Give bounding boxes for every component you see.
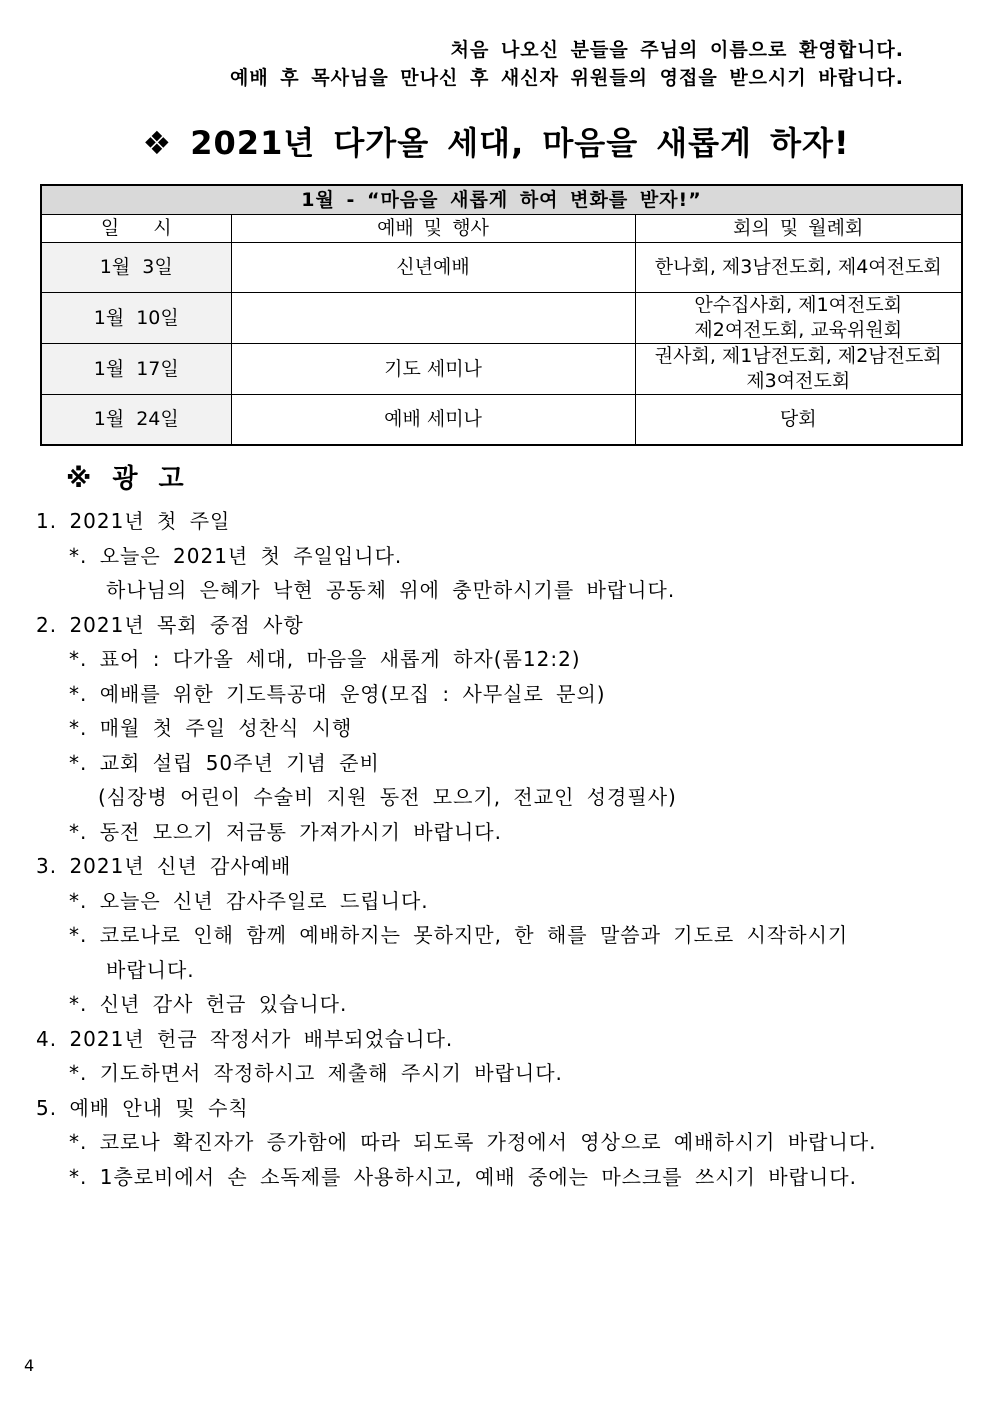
header-event: 예배 및 행사 bbox=[231, 215, 635, 243]
row-meeting-line: 제2여전도회, 교육위원회 bbox=[694, 319, 903, 341]
header-date: 일 시 bbox=[41, 215, 231, 243]
announcement-line: 하나님의 은혜가 낙현 공동체 위에 충만하시기를 바랍니다. bbox=[106, 578, 676, 602]
row-date: 1월 24일 bbox=[41, 395, 231, 446]
row-event: 기도 세미나 bbox=[231, 344, 635, 395]
schedule-row bbox=[41, 395, 962, 446]
row-meeting-line: 당회 bbox=[779, 408, 817, 430]
announcement-line: *. 교회 설립 50주년 기념 준비 bbox=[69, 750, 380, 775]
welcome-line-2: 예배 후 목사님을 만나신 후 새신자 위원들의 영접을 받으시기 바랍니다. bbox=[229, 67, 904, 89]
announcement-line: *. 코로나 확진자가 증가함에 따라 되도록 가정에서 영상으로 예배하시기 바랍니다. bbox=[69, 1130, 877, 1154]
row-event: 예배 세미나 bbox=[231, 395, 635, 446]
header-meeting: 회의 및 월례회 bbox=[635, 215, 962, 243]
announcement-line: *. 동전 모으기 저금통 가져가시기 바랍니다. bbox=[69, 819, 502, 844]
announcement-line: 바랍니다. bbox=[106, 957, 195, 982]
announcement-item bbox=[36, 1022, 956, 1091]
row-meeting-line: 제3여전도회 bbox=[746, 370, 851, 392]
announcement-line: (심장병 어린이 수술비 지원 동전 모으기, 전교인 성경필사) bbox=[98, 785, 677, 809]
announcement-line: *. 표어 : 다가올 세대, 마음을 새롭게 하자(롬12:2) bbox=[69, 647, 581, 671]
schedule-header-row bbox=[41, 215, 962, 243]
row-date: 1월 3일 bbox=[41, 243, 231, 293]
announcement-item bbox=[36, 849, 956, 1022]
month-title: 1월 - “마음을 새롭게 하여 변화를 받자!” bbox=[41, 185, 962, 215]
schedule-row bbox=[41, 293, 962, 344]
page-number: 4 bbox=[24, 1356, 35, 1375]
row-date: 1월 10일 bbox=[41, 293, 231, 344]
announcement-title: 1. 2021년 첫 주일 bbox=[36, 509, 231, 533]
announcement-line: *. 오늘은 2021년 첫 주일입니다. bbox=[69, 543, 403, 568]
announcement-title: 4. 2021년 헌금 작정서가 배부되었습니다. bbox=[36, 1026, 454, 1051]
page-title: ❖ 2021년 다가올 세대, 마음을 새롭게 하자! bbox=[142, 124, 850, 162]
announcement-line: *. 매월 첫 주일 성찬식 시행 bbox=[69, 716, 353, 740]
announcements-list bbox=[36, 504, 956, 1194]
row-meeting bbox=[635, 395, 962, 446]
row-date: 1월 17일 bbox=[41, 344, 231, 395]
announcement-item bbox=[36, 608, 956, 850]
announcement-line: *. 코로나로 인해 함께 예배하지는 못하지만, 한 해를 말씀과 기도로 시작하시기 bbox=[69, 923, 849, 947]
schedule-month-row bbox=[41, 185, 962, 215]
announcements-heading: ※ 광 고 bbox=[66, 464, 186, 494]
welcome-line-1: 처음 나오신 분들을 주님의 이름으로 환영합니다. bbox=[450, 39, 904, 61]
announcement-item bbox=[36, 1091, 956, 1195]
row-meeting bbox=[635, 344, 962, 395]
announcement-line: *. 1층로비에서 손 소독제를 사용하시고, 예배 중에는 마스크를 쓰시기 바랍니다. bbox=[69, 1164, 857, 1189]
announcement-title: 3. 2021년 신년 감사예배 bbox=[36, 854, 292, 878]
schedule-row bbox=[41, 243, 962, 293]
schedule-table bbox=[40, 184, 963, 446]
row-event: 신년예배 bbox=[231, 243, 635, 293]
row-meeting-line: 한나회, 제3남전도회, 제4여전도회 bbox=[654, 256, 942, 278]
welcome-message bbox=[230, 36, 904, 92]
schedule-row bbox=[41, 344, 962, 395]
announcement-line: *. 오늘은 신년 감사주일로 드립니다. bbox=[69, 888, 429, 913]
announcement-line: *. 기도하면서 작정하시고 제출해 주시기 바랍니다. bbox=[69, 1061, 563, 1085]
announcement-line: *. 신년 감사 헌금 있습니다. bbox=[69, 992, 348, 1016]
announcement-item bbox=[36, 504, 956, 608]
row-meeting-line: 권사회, 제1남전도회, 제2남전도회 bbox=[654, 345, 942, 367]
row-meeting bbox=[635, 243, 962, 293]
announcement-title: 5. 예배 안내 및 수칙 bbox=[36, 1095, 249, 1120]
row-meeting-line: 안수집사회, 제1여전도회 bbox=[694, 294, 903, 316]
announcement-title: 2. 2021년 목회 중점 사항 bbox=[36, 612, 304, 637]
row-event bbox=[231, 293, 635, 344]
announcement-line: *. 예배를 위한 기도특공대 운영(모집 : 사무실로 문의) bbox=[69, 681, 606, 706]
row-meeting bbox=[635, 293, 962, 344]
